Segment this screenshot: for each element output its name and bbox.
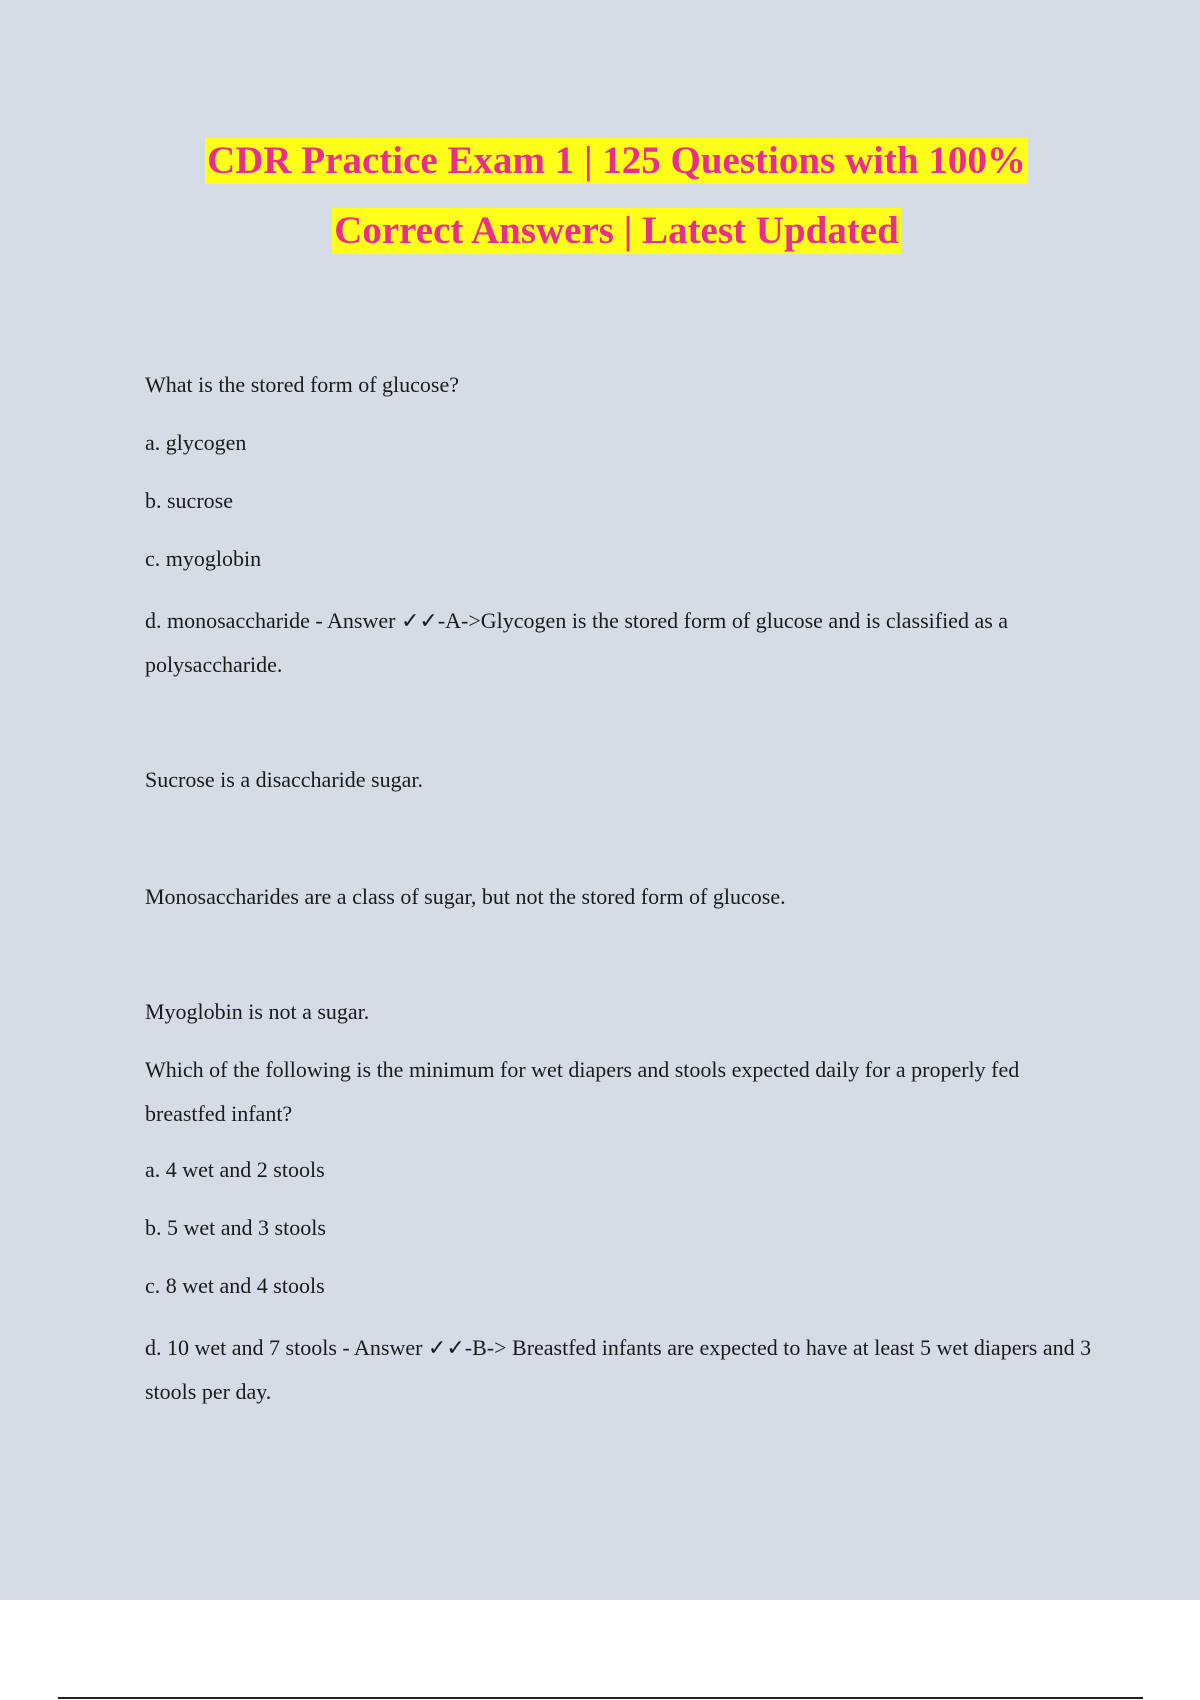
- question-2-option-d-answer: d. 10 wet and 7 stools - Answer ✓✓-B-> Breastfed infants are expected to have at least 5 wet diapers and 3 stools per day.: [145, 1335, 1092, 1404]
- title-line-1: CDR Practice Exam 1 | 125 Questions with 100%: [207, 139, 1026, 182]
- question-1-explanation-3: Myoglobin is not a sugar.: [145, 999, 370, 1024]
- question-1-option-d-answer: d. monosaccharide - Answer ✓✓-A->Glycogen is the stored form of glucose and is classified as a polysaccharide.: [145, 608, 1009, 677]
- question-1-option-a: a. glycogen: [145, 430, 247, 455]
- question-2-option-b: b. 5 wet and 3 stools: [145, 1215, 326, 1240]
- question-1-explanation-1: Sucrose is a disaccharide sugar.: [145, 767, 423, 792]
- question-2-option-c: c. 8 wet and 4 stools: [145, 1273, 325, 1298]
- title-line-2: Correct Answers | Latest Updated: [334, 209, 899, 252]
- document-title: [0, 138, 1200, 254]
- question-2-option-a: a. 4 wet and 2 stools: [145, 1157, 325, 1182]
- question-1-option-c: c. myoglobin: [145, 546, 262, 571]
- question-1-stem: What is the stored form of glucose?: [145, 372, 460, 397]
- question-1-option-b: b. sucrose: [145, 488, 233, 513]
- question-2-stem: Which of the following is the minimum for wet diapers and stools expected daily for a properly fed breastfed infant?: [145, 1057, 1020, 1126]
- question-1-explanation-2: Monosaccharides are a class of sugar, but not the stored form of glucose.: [145, 884, 786, 909]
- footer-divider: [58, 1697, 1143, 1699]
